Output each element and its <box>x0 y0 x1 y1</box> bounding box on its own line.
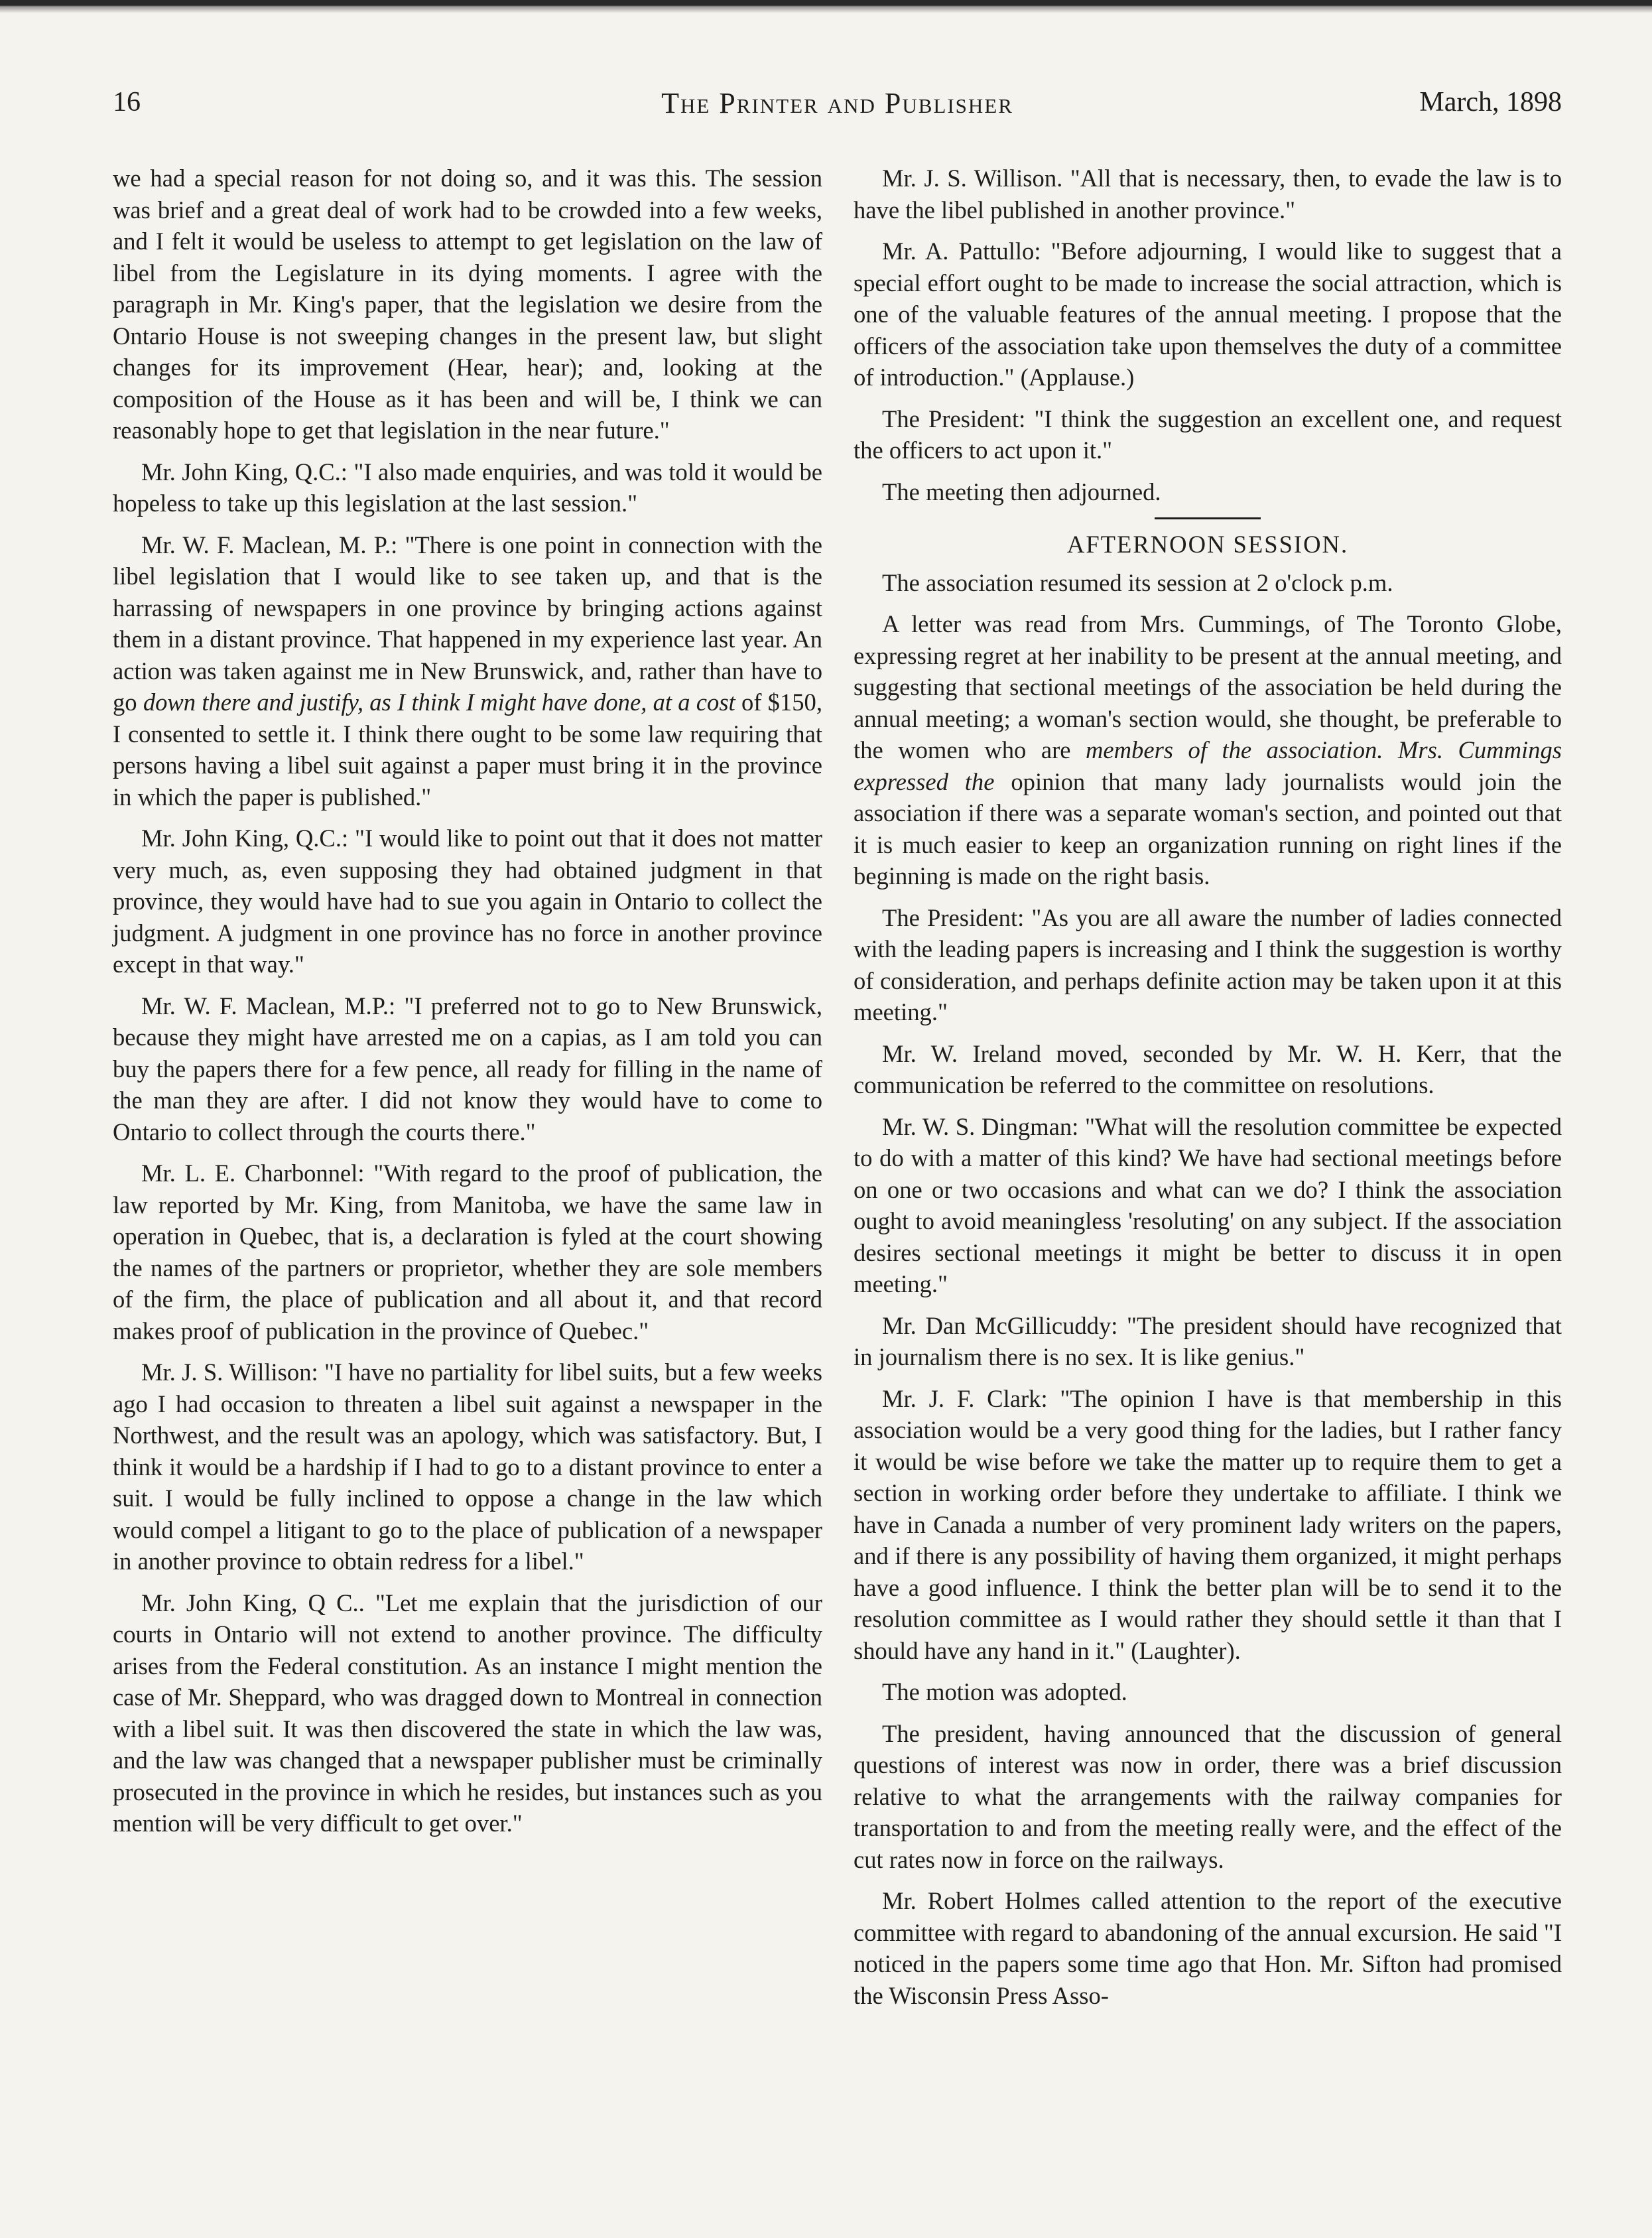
paragraph: Mr. J. S. Willison: "I have no partiality for libel suits, but a few weeks ago I had occasion to threaten a libel suit against a newspaper in the Northwest, and the result was an apology, which was satisfactory. But, I think it would be a hardship if I had to go to a distant province to enter a suit. I would be fully inclined to oppose a change in the law which would compel a litigant to go to the place of publication of a newspaper in another province to obtain redress for a libel." <box>113 1358 822 1575</box>
paragraph: Mr. Robert Holmes called attention to the report of the executive committee with regard to abandoning of the annual excursion. He said "I noticed in the papers some time ago that Hon. Mr. Sifton had promised the Wisconsin Press Asso- <box>854 1887 1562 2009</box>
section-heading: AFTERNOON SESSION. <box>1066 531 1349 558</box>
paragraph: Mr. John King, Q.C.: "I would like to point out that it does not matter very much, as, even supposing they had obtained judgment in that province, they would have had to sue you again in Ontario to collect the judgment. A judgment in one province has no force in another province except in that way." <box>113 824 822 978</box>
paragraph: The President: "As you are all aware the number of ladies connected with the leading papers is increasing and I think the suggestion is worthy of consideration, and perhaps definite action may be taken upon it at this meeting." <box>854 903 1562 1025</box>
paragraph-text: Mr. W. F. Maclean, M. P.: "There is one point in connection with the libel legislation that I would like to see taken up, and that is the harrassing of newspapers in one province by bringing actions against them in a distant province. That happened in my experience last year. An action was taken against me in New Brunswick, and, rather than have to go <box>113 531 822 716</box>
paragraph: The meeting then adjourned. <box>882 478 1161 505</box>
paragraph: Mr. J. F. Clark: "The opinion I have is that membership in this association would be a very good thing for the ladies, but I rather fancy it would be wise before we take the matter up to require them to get a section in working order before they undertake to affiliate. I think we have in Canada a number of very prominent lady writers on the papers, and if there is any possibility of having them organized, it might perhaps have a good influence. I think the better plan will be to send it to the resolution committee as I would rather they should settle it than that I should have any hand in it." (Laughter). <box>854 1384 1562 1664</box>
paragraph: Mr. W. F. Maclean, M.P.: "I preferred not to go to New Brunswick, because they might have arrested me on a capias, as I am told you can buy the papers there for a few pence, all ready for filling in the name of the man they are after. I did not know they would have to come to Ontario to collect through the courts there." <box>113 992 822 1146</box>
italic-text: members of the association. Mrs. Cummings expressed the <box>854 736 1562 795</box>
paragraph: The motion was adopted. <box>882 1678 1127 1705</box>
left-column <box>113 163 822 1849</box>
right-column <box>854 163 1562 2011</box>
paragraph: we had a special reason for not doing so, and it was this. The session was brief and a great deal of work had to be crowded into a few weeks, and I felt it would be useless to attempt to get legislation on the law of libel from the Legislature in its dying moments. I agree with the paragraph in Mr. King's paper, that the legislation we desire from the Ontario House is not sweeping changes in the present law, but slight changes for its improvement (Hear, hear); and, looking at the composition of the House as it has been and will be, I think we can reasonably hope to get that legislation in the near future." <box>113 165 822 444</box>
paragraph-text: A letter was read from Mrs. Cummings, of The Toronto Globe, expressing regret at her inability to be present at the annual meeting, and suggesting that sectional meetings of the association be held during the annual meeting; a woman's section would, she thought, be preferable to the women who are <box>854 610 1562 763</box>
paragraph: Mr. L. E. Charbonnel: "With regard to the proof of publication, the law reported by Mr. King, from Manitoba, we have the same law in operation in Quebec, that is, a declaration is fyled at the court showing the names of the partners or proprietor, whether they are sole members of the firm, the place of publication and all about it, and that record makes proof of publication in the province of Quebec." <box>113 1159 822 1345</box>
paragraph: The President: "I think the suggestion an excellent one, and request the officers to act upon it." <box>854 405 1562 464</box>
paragraph <box>113 529 822 813</box>
scan-edge <box>0 0 1652 13</box>
paragraph-text: opinion that many lady journalists would join the association if there was a separate woman's section, and pointed out that it is much easier to keep an organization running on right lines if the beginning is made on the right basis. <box>854 767 1562 889</box>
paragraph: Mr. John King, Q.C.: "I also made enquiries, and was told it would be hopeless to take up this legislation at the last session." <box>113 458 822 517</box>
paragraph <box>854 608 1562 892</box>
issue-date: March, 1898 <box>1419 87 1562 117</box>
paragraph: Mr. W. S. Dingman: "What will the resolution committee be expected to do with a matter of this kind? We have had sectional meetings before on one or two occasions and what can we do? I think the association ought to avoid meaningless 'resoluting' on any subject. If the association desires sectional meetings it might be better to discuss it in open meeting." <box>854 1112 1562 1297</box>
paragraph: Mr. A. Pattullo: "Before adjourning, I would like to suggest that a special effort ought to be made to increase the social attraction, which is one of the valuable features of the annual meeting. I propose that the officers of the association take upon themselves the duty of a committee of introduction." (Applause.) <box>854 237 1562 391</box>
paragraph: The president, having announced that the discussion of general questions of interest was now in order, there was a brief discussion relative to what the arrangements with the railway companies for transportation to and from the meeting really were, and the effect of the cut rates now in force on the railways. <box>854 1719 1562 1873</box>
running-header <box>113 86 1562 126</box>
paragraph: Mr. John King, Q C.. "Let me explain that the jurisdiction of our courts in Ontario will not extend to another province. The difficulty arises from the Federal constitution. As an instance I might mention the case of Mr. Sheppard, who was dragged down to Montreal in connection with a libel suit. It was then discovered the state in which the law was, and the law was changed that a newspaper publisher must be criminally prosecuted in the province in which he resides, but instances such as you mention will be very difficult to get over." <box>113 1589 822 1837</box>
section-divider <box>1155 517 1261 519</box>
journal-title: The Printer and Publisher <box>661 87 1013 119</box>
paragraph: Mr. J. S. Willison. "All that is necessary, then, to evade the law is to have the libel published in another province." <box>854 165 1562 224</box>
page-number: 16 <box>113 87 141 117</box>
italic-text: down there and justify, as I think I might have done, at a cost <box>143 689 735 716</box>
paragraph: The association resumed its session at 2 o'clock p.m. <box>882 568 1393 596</box>
paragraph: Mr. W. Ireland moved, seconded by Mr. W. H. Kerr, that the communication be referred to the committee on resolutions. <box>854 1039 1562 1098</box>
paragraph-text: of $150, I consented to settle it. I think there ought to be some law requiring that persons having a libel suit against a paper must bring it in the province in which the paper is published." <box>113 689 822 811</box>
paragraph: Mr. Dan McGillicuddy: "The president should have recognized that in journalism there is no sex. It is like genius." <box>854 1311 1562 1370</box>
